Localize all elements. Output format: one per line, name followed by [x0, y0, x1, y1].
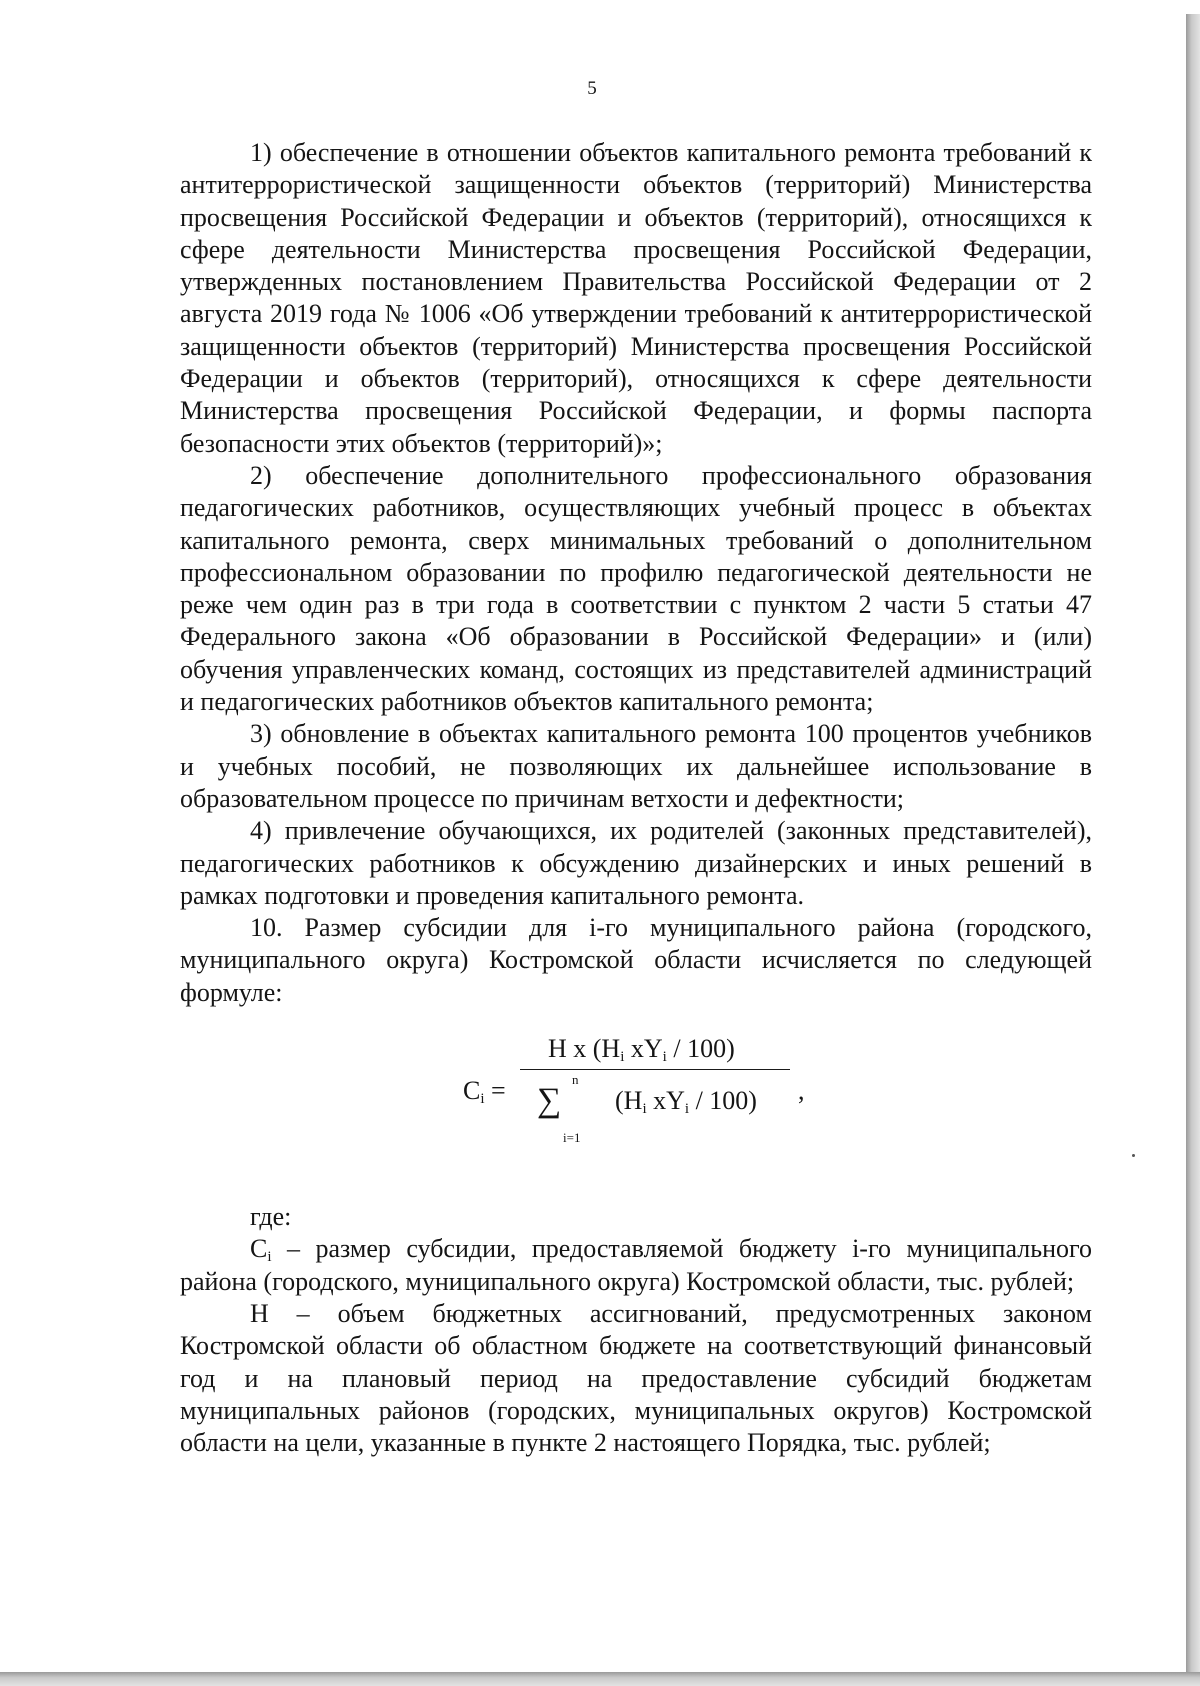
formula-denominator: ($H_i$ $xY_i / 100$) — [615, 1086, 757, 1118]
paragraph-item-4: 4) привлечение обучающихся, их родителей (законных представителей), педагогических работников к обсуждению дизайнерских и иных решений в рамках подготовки и проведения капитального ремонта. — [180, 816, 1092, 910]
definition-h: Н – объем бюджетных ассигнований, предусмотренных законом Костромской области об областном бюджете на соответствующий финансовый год и на плановый период на предоставление субсидий бюджетам муниципальных районов (городских, муниципальных округов) Костромской области на цели, указанные в пункте 2 настоящего Порядка, тыс. рублей; — [180, 1298, 1092, 1458]
sum-upper-limit: n — [572, 1072, 579, 1088]
formula-comma: , — [798, 1076, 805, 1106]
paragraph-item-1: 1) обеспечение в отношении объектов капитального ремонта требований к антитеррористической защищенности объектов (территорий) Министерства просвещения Российской Федерации и объектов (территорий), относящихся к сфере деятельности Министерства просвещения Российской Федерации, утвержденных постановлением Правительства Российской Федерации от 2 августа 2019 года № 1006 «Об утверждении требований к антитеррористической защищенности объектов (территорий) Министерства просвещения Российской Федерации и объектов (территорий), относящихся к сфере деятельности Министерства просвещения Российской Федерации, и формы паспорта безопасности этих объектов (территорий)»; — [180, 138, 1092, 458]
scan-speck — [1132, 1154, 1135, 1157]
page-shadow-right — [1186, 14, 1200, 1686]
sum-lower-limit: i=1 — [563, 1130, 581, 1146]
page-shadow-bottom — [0, 1672, 1200, 1686]
page-number: 5 — [587, 78, 597, 99]
formula-numerator: H x ($H_i$ $xY_i / 100$) — [548, 1034, 735, 1066]
where-label: где: — [250, 1202, 292, 1232]
definition-c: $C_i$ – размер субсидии, предоставляемой бюджету i-го муниципального района (городского, муниципального округа) Костромской области, тыс. рублей; — [180, 1234, 1092, 1296]
sum-symbol: ∑ — [537, 1082, 562, 1120]
paragraph-10: 10. Размер субсидии для i-го муниципального района (городского, муниципального округа) Костромской области исчисляется по следующей формуле: — [180, 913, 1092, 1007]
document-body — [180, 137, 1092, 1459]
subsidy-formula — [180, 1033, 1092, 1161]
paragraph-item-2: 2) обеспечение дополнительного профессионального образования педагогических работников, осуществляющих учебный процесс в объектах капитального ремонта, сверх минимальных требований о дополнительном профессиональном образовании по профилю педагогической деятельности не реже чем один раз в три года в соответствии с пунктом 2 части 5 статьи 47 Федерального закона «Об образовании в Российской Федерации» и (или) обучения управленческих команд, состоящих из представителей администраций и педагогических работников объектов капитального ремонта; — [180, 460, 1092, 717]
formula-lhs: $C_i$ = — [463, 1076, 506, 1108]
paragraph-item-3: 3) обновление в объектах капитального ремонта 100 процентов учебников и учебных пособий, не позволяющих их дальнейшее использование в образовательном процессе по причинам ветхости и дефектности; — [180, 719, 1092, 813]
fraction-bar — [520, 1069, 790, 1070]
